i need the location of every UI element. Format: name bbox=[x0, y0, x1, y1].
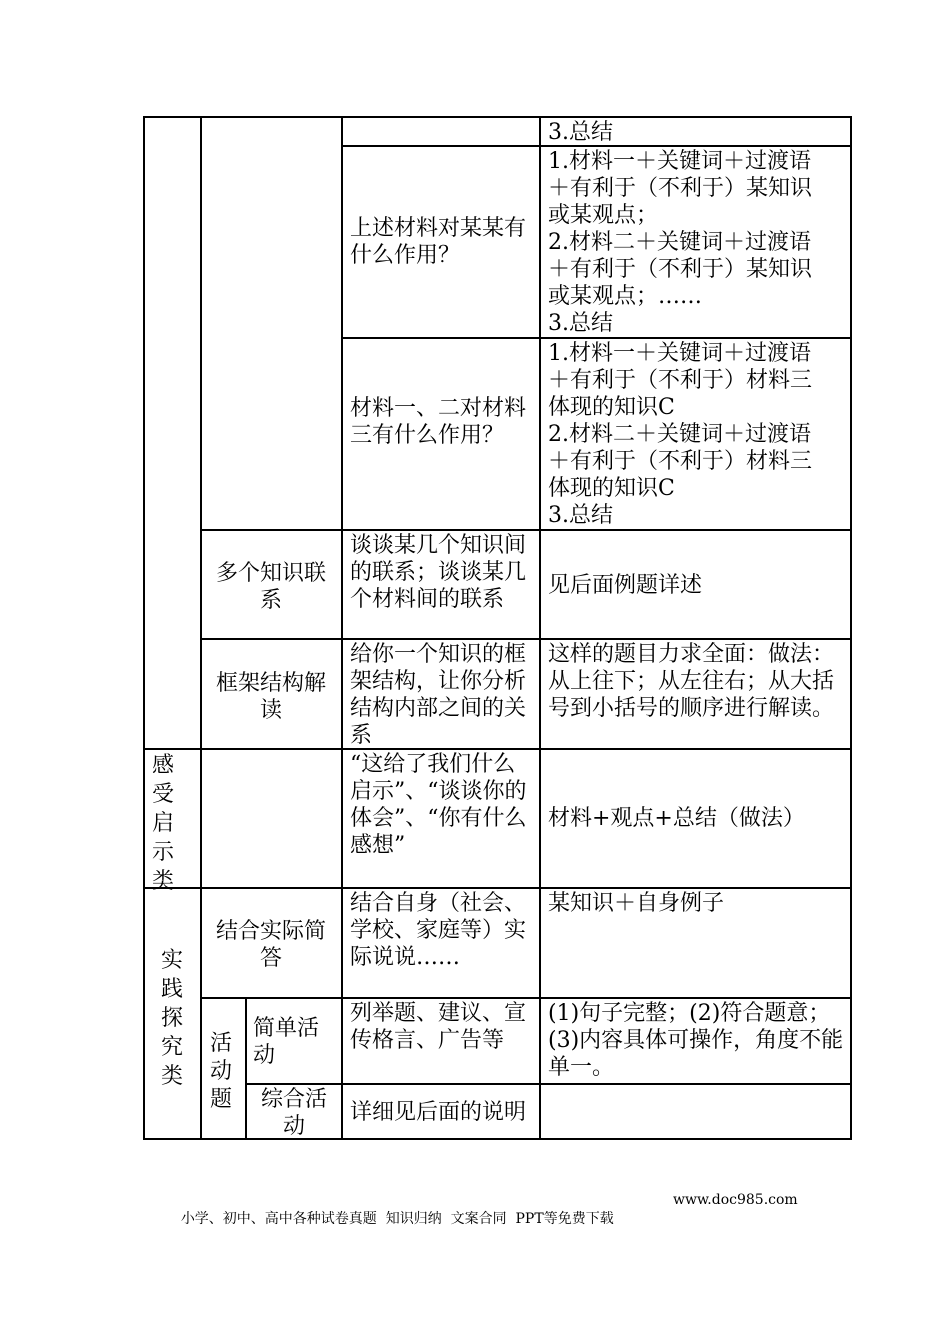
footer-text: 小学、初中、高中各种试卷真题 知识归纳 文案合同 PPT等免费下载 bbox=[180, 1211, 614, 1227]
row5-answer: 这样的题目力求全面：做法：从上往下；从左往右；从大括号到小括号的顺序进行解读。 bbox=[548, 642, 835, 721]
row2-question: 上述材料对某某有什么作用？ bbox=[350, 216, 527, 268]
row4-answer: 见后面例题详述 bbox=[548, 573, 703, 598]
row5-subtype: 框架结构解读 bbox=[215, 671, 326, 723]
row3-answer-line: 体现的知识C bbox=[548, 395, 675, 420]
row5-question: 给你一个知识的框架结构，让你分析结构内部之间的关系 bbox=[350, 642, 527, 748]
row8-question: 列举题、建议、宣传格言、广告等 bbox=[350, 1001, 527, 1053]
row7-category: 实践探究类 bbox=[160, 948, 183, 1089]
row7-subtype: 结合实际简答 bbox=[215, 919, 326, 971]
row4-subtype: 多个知识联系 bbox=[215, 561, 326, 613]
footer-url-link[interactable]: www.doc985.com bbox=[673, 1192, 798, 1208]
row6-question: “这给了我们什么启示”、“谈谈你的体会”、“你有什么感想” bbox=[350, 752, 527, 858]
row9-subtype: 综合活动 bbox=[260, 1087, 327, 1139]
row2-answer-line: 或某观点；…… bbox=[548, 284, 703, 309]
row7-answer: 某知识＋自身例子 bbox=[548, 891, 725, 916]
row3-answer-line: ＋有利于（不利于）材料三 bbox=[548, 368, 813, 393]
row4-question: 谈谈某几个知识间的联系；谈谈某几个材料间的联系 bbox=[350, 533, 527, 612]
row3-answer-line: 体现的知识C bbox=[548, 476, 675, 501]
row6-answer: 材料+观点+总结（做法） bbox=[548, 806, 805, 831]
row2-answer-line: ＋有利于（不利于）某知识 bbox=[548, 176, 813, 201]
row2-answer-line: 3.总结 bbox=[548, 311, 613, 336]
row2-answer-line: ＋有利于（不利于）某知识 bbox=[548, 257, 813, 282]
row6-category: 感受启示类 bbox=[151, 753, 174, 894]
row3-answer bbox=[548, 340, 844, 529]
row9-answer: 详细见后面的说明 bbox=[350, 1100, 527, 1125]
row8-answer: (1)句子完整；(2)符合题意；(3)内容具体可操作，角度不能单一。 bbox=[548, 1001, 844, 1080]
row8-group: 活动题 bbox=[209, 1031, 232, 1112]
row8-subtype: 简单活动 bbox=[253, 1016, 320, 1068]
row3-answer-line: 2.材料二＋关键词＋过渡语 bbox=[548, 422, 811, 447]
page-footer bbox=[163, 1192, 798, 1260]
row2-answer-line: 或某观点； bbox=[548, 203, 659, 228]
row7-question: 结合自身（社会、学校、家庭等）实际说说…… bbox=[350, 891, 527, 970]
row1-answer: 3.总结 bbox=[548, 120, 613, 145]
row2-answer-line: 1.材料一＋关键词＋过渡语 bbox=[548, 149, 811, 174]
row3-answer-line: 3.总结 bbox=[548, 503, 613, 528]
row3-answer-line: 1.材料一＋关键词＋过渡语 bbox=[548, 341, 811, 366]
row2-answer-line: 2.材料二＋关键词＋过渡语 bbox=[548, 230, 811, 255]
row3-answer-line: ＋有利于（不利于）材料三 bbox=[548, 449, 813, 474]
row2-answer bbox=[548, 148, 844, 337]
row3-question: 材料一、二对材料三有什么作用？ bbox=[350, 396, 527, 448]
